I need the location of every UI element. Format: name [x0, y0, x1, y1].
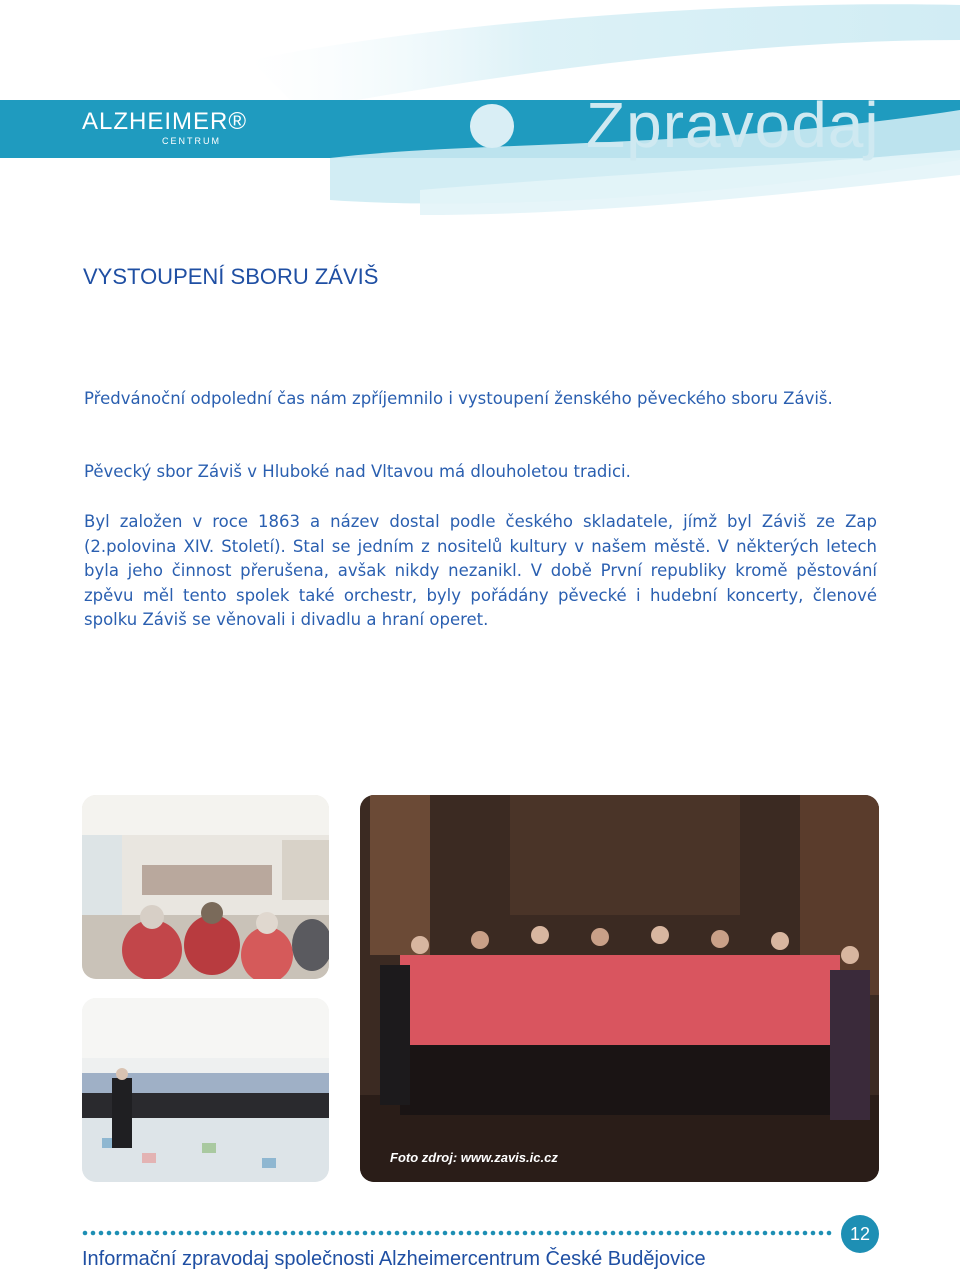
divider-dot [211, 1231, 216, 1236]
audience-photo [82, 795, 329, 979]
divider-dot [707, 1231, 712, 1236]
divider-dot [667, 1231, 672, 1236]
divider-dot [299, 1231, 304, 1236]
divider-dot [107, 1231, 112, 1236]
divider-dot [691, 1231, 696, 1236]
divider-dot [619, 1231, 624, 1236]
divider-dot [539, 1231, 544, 1236]
divider-dot [243, 1231, 248, 1236]
divider-dot [555, 1231, 560, 1236]
divider-dot [275, 1231, 280, 1236]
divider-dot [171, 1231, 176, 1236]
article-paragraph: Předvánoční odpolední čas nám zpříjemnilo i vystoupení ženského pěveckého sboru Záviš. [84, 389, 833, 408]
divider-dot [499, 1231, 504, 1236]
divider-dot [811, 1231, 816, 1236]
divider-dot [747, 1231, 752, 1236]
divider-dot [731, 1231, 736, 1236]
divider-dot [507, 1231, 512, 1236]
divider-dot [491, 1231, 496, 1236]
divider-dot [547, 1231, 552, 1236]
article-title: VYSTOUPENÍ SBORU ZÁVIŠ [83, 264, 379, 289]
divider-dot [395, 1231, 400, 1236]
divider-dot [587, 1231, 592, 1236]
divider-dot [379, 1231, 384, 1236]
divider-dot [723, 1231, 728, 1236]
divider-dot [483, 1231, 488, 1236]
divider-dot [571, 1231, 576, 1236]
divider-dot [347, 1231, 352, 1236]
divider-dot [163, 1231, 168, 1236]
divider-dot [123, 1231, 128, 1236]
divider-dot [155, 1231, 160, 1236]
divider-dot [715, 1231, 720, 1236]
divider-dot [91, 1231, 96, 1236]
footer-dotted-divider [82, 1229, 834, 1237]
photo-credit: Foto zdroj: www.zavis.ic.cz [390, 1150, 558, 1165]
article-paragraph: Pěvecký sbor Záviš v Hluboké nad Vltavou má dlouholetou tradici. [84, 462, 631, 481]
divider-dot [139, 1231, 144, 1236]
divider-dot [339, 1231, 344, 1236]
divider-dot [739, 1231, 744, 1236]
divider-dot [411, 1231, 416, 1236]
divider-dot [259, 1231, 264, 1236]
divider-dot [195, 1231, 200, 1236]
footer-publication-name: Informační zpravodaj společnosti Alzheimercentrum České Budějovice [82, 1248, 706, 1270]
divider-dot [651, 1231, 656, 1236]
divider-dot [611, 1231, 616, 1236]
divider-dot [331, 1231, 336, 1236]
divider-dot [451, 1231, 456, 1236]
divider-dot [675, 1231, 680, 1236]
divider-dot [427, 1231, 432, 1236]
divider-dot [771, 1231, 776, 1236]
divider-dot [763, 1231, 768, 1236]
divider-dot [819, 1231, 824, 1236]
divider-dot [283, 1231, 288, 1236]
divider-dot [523, 1231, 528, 1236]
divider-dot [827, 1231, 832, 1236]
divider-dot [603, 1231, 608, 1236]
divider-dot [323, 1231, 328, 1236]
article-paragraph: Byl založen v roce 1863 a název dostal podle českého skladatele, jímž byl Záviš ze Zap (2.polovina XIV. Století). Stal se jedním z nositelů kultury v našem městě. V některých letech byla jeho činnost přerušena, avšak nikdy nezanikl. V době První republiky kromě pěstování zpěvu měl tento spolek také orchestr, byly pořádány pěvecké i hudební koncerty, členové spolku Záviš se věnovali i divadlu a hraní operet. [84, 512, 877, 629]
divider-dot [467, 1231, 472, 1236]
divider-dot [355, 1231, 360, 1236]
divider-dot [387, 1231, 392, 1236]
divider-dot [443, 1231, 448, 1236]
divider-dot [251, 1231, 256, 1236]
divider-dot [779, 1231, 784, 1236]
logo-wordmark: ALZHEIMER® [82, 108, 248, 135]
divider-dot [371, 1231, 376, 1236]
divider-dot [219, 1231, 224, 1236]
divider-dot [419, 1231, 424, 1236]
divider-dot [291, 1231, 296, 1236]
divider-dot [579, 1231, 584, 1236]
choir-group-photo [360, 795, 879, 1182]
divider-dot [315, 1231, 320, 1236]
choir-performance-photo [82, 998, 329, 1182]
divider-dot [99, 1231, 104, 1236]
divider-dot [643, 1231, 648, 1236]
divider-dot [595, 1231, 600, 1236]
divider-dot [531, 1231, 536, 1236]
divider-dot [267, 1231, 272, 1236]
divider-dot [307, 1231, 312, 1236]
divider-dot [627, 1231, 632, 1236]
alzheimer-centrum-logo [82, 106, 252, 156]
divider-dot [795, 1231, 800, 1236]
divider-dot [203, 1231, 208, 1236]
page-header [0, 0, 960, 220]
divider-dot [683, 1231, 688, 1236]
divider-dot [179, 1231, 184, 1236]
divider-dot [187, 1231, 192, 1236]
divider-dot [459, 1231, 464, 1236]
divider-dot [131, 1231, 136, 1236]
divider-dot [115, 1231, 120, 1236]
divider-dot [515, 1231, 520, 1236]
divider-dot [635, 1231, 640, 1236]
divider-dot [363, 1231, 368, 1236]
divider-dot [787, 1231, 792, 1236]
divider-dot [403, 1231, 408, 1236]
divider-dot [235, 1231, 240, 1236]
divider-dot [659, 1231, 664, 1236]
divider-dot [699, 1231, 704, 1236]
logo-subtext: CENTRUM [162, 136, 221, 146]
divider-dot [475, 1231, 480, 1236]
divider-dot [803, 1231, 808, 1236]
divider-dot [435, 1231, 440, 1236]
page-number-badge: 12 [841, 1215, 879, 1253]
divider-dot [563, 1231, 568, 1236]
divider-dot [755, 1231, 760, 1236]
divider-dot [147, 1231, 152, 1236]
divider-dot [83, 1231, 88, 1236]
masthead-title: Zpravodaj [586, 89, 880, 161]
divider-dot [227, 1231, 232, 1236]
